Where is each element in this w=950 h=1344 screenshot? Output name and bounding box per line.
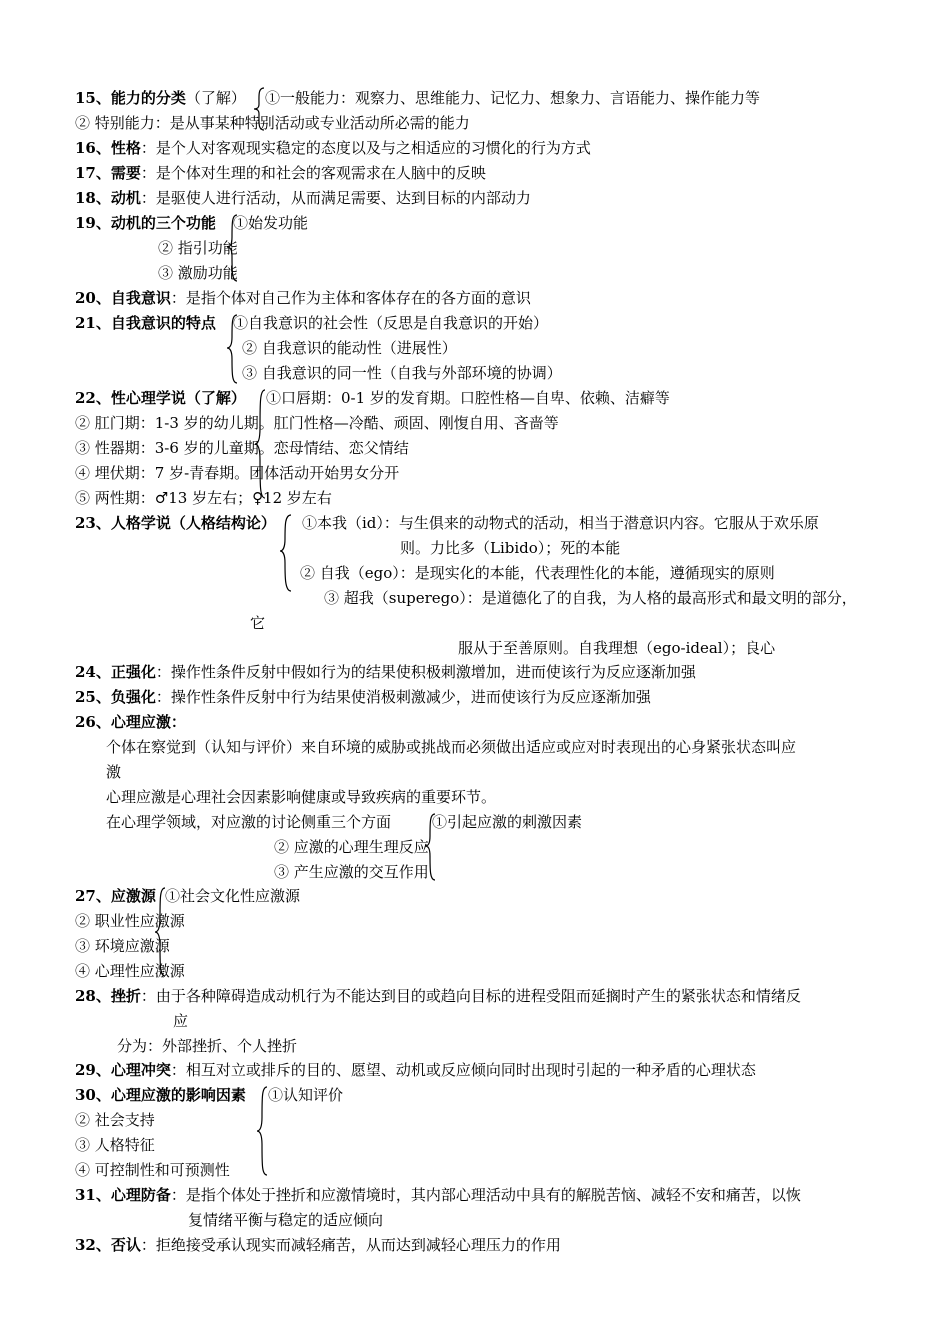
item-15-b: ② 特别能力：是从事某种特别活动或专业活动所必需的能力	[75, 114, 470, 132]
item-24-text: ：操作性条件反射中假如行为的结果使积极刺激增加，进而使该行为反应逐渐加强	[155, 663, 696, 681]
item-18-text: ：是驱使人进行活动，从而满足需要、达到目标的内部动力	[140, 189, 531, 207]
item-19-a: ①始发功能	[233, 214, 309, 232]
item-30-a: ①认知评价	[268, 1086, 344, 1104]
item-30-b: ② 社会支持	[75, 1111, 155, 1129]
item-24-title: 24、正强化	[75, 663, 156, 681]
item-23-a2: 则。力比多（Libido）；死的本能	[400, 539, 621, 557]
item-20-text: ：是指个体对自己作为主体和客体存在的各方面的意识	[170, 289, 531, 307]
item-23-title: 23、人格学说（人格结构论）	[75, 514, 276, 532]
item-27-c: ③ 环境应激源	[75, 937, 170, 955]
item-22-c: ③ 性器期：3-6 岁的儿童期。恋母情结、恋父情结	[75, 439, 409, 457]
item-32-title: 32、否认	[75, 1236, 141, 1254]
item-22-title: 22、性心理学说（了解）	[75, 389, 246, 407]
item-21-c: ③ 自我意识的同一性（自我与外部环境的协调）	[242, 364, 562, 382]
brace-22	[254, 388, 268, 500]
brace-23	[278, 513, 294, 593]
brace-27	[154, 886, 168, 978]
item-23-c1: ③ 超我（superego）：是道德化了的自我，为人格的最高形式和最文明的部分，	[324, 589, 857, 607]
item-27-a: ①社会文化性应激源	[165, 887, 301, 905]
item-26-p3: 在心理学领域，对应激的讨论侧重三个方面	[106, 813, 392, 831]
item-17-text: ：是个体对生理的和社会的客观需求在人脑中的反映	[140, 164, 486, 182]
item-26-a: ①引起应激的刺激因素	[432, 813, 583, 831]
item-26-p2: 心理应激是心理社会因素影响健康或导致疾病的重要环节。	[106, 788, 497, 806]
item-16-title: 16、性格	[75, 139, 141, 157]
item-30-d: ④ 可控制性和可预测性	[75, 1161, 230, 1179]
brace-26	[424, 812, 438, 882]
item-26-colon: ：	[170, 713, 186, 731]
item-31-line1	[75, 1185, 801, 1205]
item-24	[75, 662, 696, 682]
item-21-a: ①自我意识的社会性（反思是自我意识的开始）	[233, 314, 549, 332]
item-18-title: 18、动机	[75, 189, 141, 207]
item-15-a: ①一般能力：观察力、思维能力、记忆力、想象力、言语能力、操作能力等	[265, 89, 761, 107]
item-32-text: ：拒绝接受承认现实而减轻痛苦，从而达到减轻心理压力的作用	[140, 1236, 561, 1254]
item-27-b: ② 职业性应激源	[75, 912, 185, 930]
item-16	[75, 138, 591, 158]
item-32	[75, 1235, 561, 1255]
item-31-text1: ：是指个体处于挫折和应激情境时，其内部心理活动中具有的解脱苦恼、减轻不安和痛苦，以恢	[170, 1186, 801, 1204]
item-28-title: 28、挫折	[75, 987, 141, 1005]
item-30-c: ③ 人格特征	[75, 1136, 155, 1154]
item-26-c: ③ 产生应激的交互作用	[274, 863, 429, 881]
item-22-d: ④ 埋伏期：7 岁-青春期。团体活动开始男女分开	[75, 464, 400, 482]
item-26-heading	[75, 712, 186, 732]
item-31-title: 31、心理防备	[75, 1186, 171, 1204]
item-28-text3: 分为：外部挫折、个人挫折	[117, 1037, 298, 1055]
brace-15	[252, 86, 268, 132]
item-19-c: ③ 激励功能	[158, 264, 238, 282]
item-29	[75, 1060, 756, 1080]
item-23-a1: ①本我（id）：与生俱来的动物式的活动，相当于潜意识内容。它服从于欢乐原	[302, 514, 819, 532]
item-27-d: ④ 心理性应激源	[75, 962, 185, 980]
item-23-c2: 它	[250, 614, 266, 632]
item-26-p1b: 激	[106, 763, 122, 781]
item-29-text: ：相互对立或排斥的目的、愿望、动机或反应倾向同时出现时引起的一种矛盾的心理状态	[170, 1061, 756, 1079]
item-30-title: 30、心理应激的影响因素	[75, 1086, 246, 1104]
item-25-title: 25、负强化	[75, 688, 156, 706]
item-21-b: ② 自我意识的能动性（进展性）	[242, 339, 457, 357]
item-26-p1a: 个体在察觉到（认知与评价）来自环境的威胁或挑战而必须做出适应或应对时表现出的心身紧张状态叫应	[106, 738, 797, 756]
item-25	[75, 687, 651, 707]
item-16-text: ：是个人对客观现实稳定的态度以及与之相适应的习惯化的行为方式	[140, 139, 591, 157]
item-18	[75, 188, 531, 208]
item-26-b: ② 应激的心理生理反应	[274, 838, 429, 856]
item-25-text: ：操作性条件反射中行为结果使消极刺激减少，进而使该行为反应逐渐加强	[155, 688, 651, 706]
item-23-c3: 服从于至善原则。自我理想（ego-ideal）；良心	[458, 639, 776, 657]
item-19-title: 19、动机的三个功能	[75, 214, 216, 232]
brace-21	[226, 313, 240, 385]
item-29-title: 29、心理冲突	[75, 1061, 171, 1079]
item-17-title: 17、需要	[75, 164, 141, 182]
item-28-text1: ：由于各种障碍造成动机行为不能达到目的或趋向目标的进程受阻而延搁时产生的紧张状态和情绪反	[140, 987, 801, 1005]
item-21-title: 21、自我意识的特点	[75, 314, 216, 332]
item-22-a: ①口唇期：0-1 岁的发育期。口腔性格—自卑、依赖、洁癖等	[266, 389, 670, 407]
item-19-b: ② 指引功能	[158, 239, 238, 257]
item-20-title: 20、自我意识	[75, 289, 171, 307]
brace-30	[256, 1085, 270, 1177]
item-23-b: ② 自我（ego）：是现实化的本能，代表理性化的本能，遵循现实的原则	[300, 564, 775, 582]
item-28-line1	[75, 986, 801, 1006]
item-15-line	[75, 88, 246, 108]
item-31-text2: 复情绪平衡与稳定的适应倾向	[188, 1211, 384, 1229]
item-15-note: （了解）	[185, 89, 246, 107]
item-28-text2: 应	[173, 1012, 189, 1030]
item-20	[75, 288, 531, 308]
brace-19	[226, 213, 240, 283]
item-22-b: ② 肛门期：1-3 岁的幼儿期。肛门性格—冷酷、顽固、刚愎自用、吝啬等	[75, 414, 559, 432]
item-17	[75, 163, 486, 183]
item-27-title: 27、应激源	[75, 887, 156, 905]
item-22-e: ⑤ 两性期：♂13 岁左右；♀12 岁左右	[75, 489, 332, 507]
item-15-title: 15、能力的分类	[75, 89, 186, 107]
item-26-title: 26、心理应激	[75, 713, 171, 731]
